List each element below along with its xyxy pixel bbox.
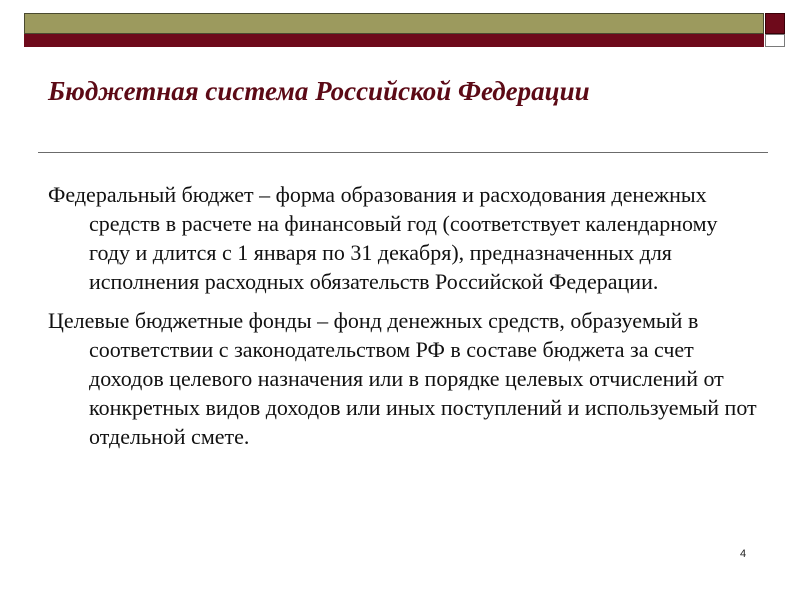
paragraph-federal-budget: Федеральный бюджет – форма образования и расходования денежных средств в расчете на финансовый год (соответствует календарному году и длится с 1 января по 31 декабря), предназначенных для исполнения расходных обязательств Российской Федерации. [48,182,718,294]
paragraph-target-funds: Целевые бюджетные фонды – фонд денежных средств, образуемый в соответствии с законодательством РФ в составе бюджета за счет доходов целевого назначения или в порядке целевых отчислений от конкретных видов доходов или иных поступлений и используемый пот отдельной смете. [48,308,757,449]
title-divider [38,152,768,153]
page-number: 4 [740,548,747,560]
header-corner-square-outline [765,34,785,47]
slide-body [48,180,760,461]
slide-title: Бюджетная система Российской Федерации [48,76,590,106]
header-band-maroon [24,34,764,47]
header-corner-square [765,13,785,34]
header-band-olive [24,13,764,34]
